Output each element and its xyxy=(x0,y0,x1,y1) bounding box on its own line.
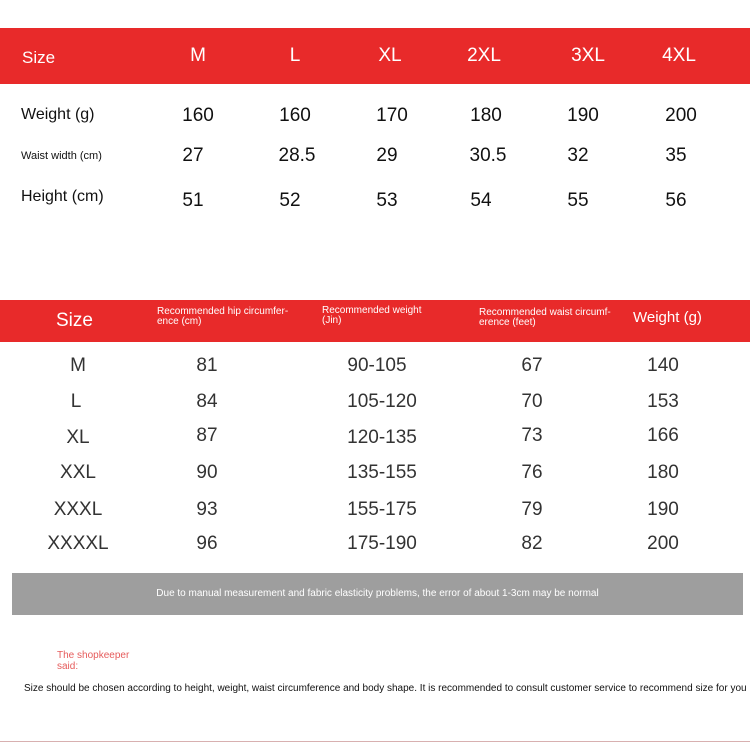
size-table-header xyxy=(0,28,750,84)
table-cell: 67 xyxy=(521,355,543,376)
table-cell: 180 xyxy=(470,105,502,126)
table-cell: 52 xyxy=(279,190,301,211)
table-cell: 35 xyxy=(665,145,687,166)
recommendation-table-header xyxy=(0,300,750,342)
row-label-height: Height (cm) xyxy=(21,188,104,205)
table-cell: 200 xyxy=(647,533,679,554)
header-recommended-weight: Recommended weight (Jin) xyxy=(322,305,422,326)
table-cell: 84 xyxy=(196,391,218,412)
header-waist-circumference: Recommended waist circumf- erence (feet) xyxy=(479,307,611,328)
table-cell: 54 xyxy=(470,190,492,211)
table-cell: 76 xyxy=(521,462,543,483)
table-cell: 30.5 xyxy=(469,145,507,166)
row-label-waist-width: Waist width (cm) xyxy=(21,150,102,162)
size-column-l: L xyxy=(289,45,301,66)
bottom-divider xyxy=(0,741,750,742)
table-cell: XXXXL xyxy=(47,533,109,554)
measurement-note-banner xyxy=(12,573,743,615)
size-column-xl: XL xyxy=(378,45,402,66)
table-cell: 153 xyxy=(647,391,679,412)
table-cell: 55 xyxy=(567,190,589,211)
size-column-3xl: 3XL xyxy=(571,45,605,66)
shopkeeper-advice: Size should be chosen according to height, weight, waist circumference and body shape. It is recommended to consult customer service to recommend size for you xyxy=(24,683,747,694)
header-size: Size xyxy=(56,310,93,331)
table-cell: 155-175 xyxy=(347,499,417,520)
table-cell: 140 xyxy=(647,355,679,376)
header-hip-circumference: Recommended hip circumfer- ence (cm) xyxy=(157,306,289,327)
table-cell: 53 xyxy=(376,190,398,211)
table-cell: 96 xyxy=(196,533,218,554)
table-cell: 32 xyxy=(567,145,589,166)
table-cell: 51 xyxy=(182,190,204,211)
table-cell: XXL xyxy=(60,462,96,483)
size-header-label: Size xyxy=(22,48,56,67)
table-cell: 82 xyxy=(521,533,543,554)
table-cell: 79 xyxy=(521,499,543,520)
size-column-2xl: 2XL xyxy=(467,45,501,66)
table-cell: 27 xyxy=(182,145,204,166)
shopkeeper-label: The shopkeeper said: xyxy=(57,650,130,672)
measurement-note-text: Due to manual measurement and fabric elasticity problems, the error of about 1-3cm may be normal xyxy=(156,588,599,599)
table-cell: 87 xyxy=(196,425,218,446)
table-cell: 135-155 xyxy=(347,462,417,483)
table-cell: 105-120 xyxy=(347,391,417,412)
table-cell: 29 xyxy=(376,145,398,166)
table-cell: 93 xyxy=(196,499,218,520)
table-cell: M xyxy=(70,355,86,376)
table-cell: 170 xyxy=(376,105,408,126)
table-cell: 73 xyxy=(521,425,543,446)
row-label-weight: Weight (g) xyxy=(21,106,95,123)
table-cell: 70 xyxy=(521,391,543,412)
table-cell: XXXL xyxy=(53,499,103,520)
size-column-m: M xyxy=(190,45,206,66)
table-cell: 190 xyxy=(567,105,599,126)
table-cell: XL xyxy=(66,427,90,448)
table-cell: 90-105 xyxy=(347,355,407,376)
table-cell: 56 xyxy=(665,190,687,211)
table-cell: 180 xyxy=(647,462,679,483)
header-weight-g: Weight (g) xyxy=(633,309,702,326)
table-cell: 166 xyxy=(647,425,679,446)
table-cell: 120-135 xyxy=(347,427,417,448)
table-cell: 200 xyxy=(665,105,697,126)
table-cell: L xyxy=(70,391,82,412)
table-cell: 175-190 xyxy=(347,533,417,554)
table-cell: 81 xyxy=(196,355,218,376)
table-cell: 90 xyxy=(196,462,218,483)
table-cell: 160 xyxy=(182,105,214,126)
table-cell: 28.5 xyxy=(278,145,316,166)
table-cell: 190 xyxy=(647,499,679,520)
size-column-4xl: 4XL xyxy=(662,45,696,66)
table-cell: 160 xyxy=(279,105,311,126)
